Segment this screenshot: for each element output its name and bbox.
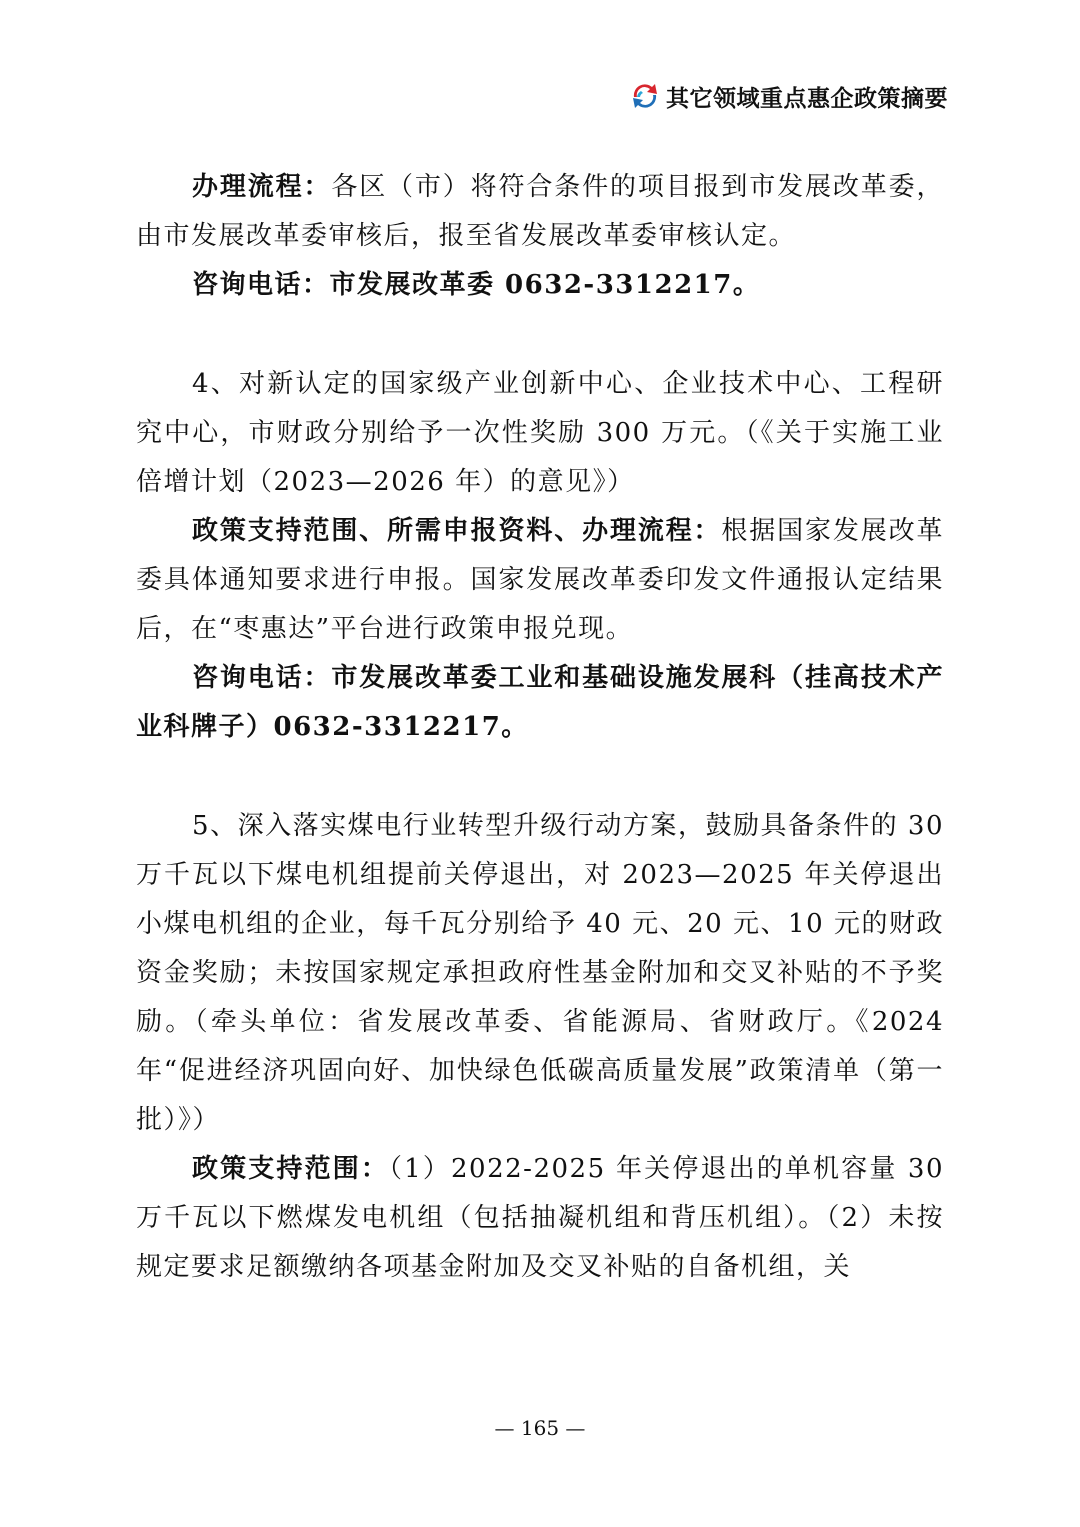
paragraph-text: 各区（市）将符合条件的项目报到市发展改革委，由市发展改革委审核后，报至省发展改革委审核认定。 (136, 172, 944, 251)
paragraph (136, 163, 944, 261)
page-number: — 165 — (494, 1416, 586, 1440)
paragraph (136, 261, 944, 310)
paragraph-lead: 咨询电话：市发展改革委 0632-3312217。 (192, 270, 761, 300)
paragraph-text: 根据国家发展改革委具体通知要求进行申报。国家发展改革委印发文件通报认定结果后，在“枣惠达”平台进行政策申报兑现。 (136, 516, 944, 644)
section-item-4 (136, 360, 944, 752)
paragraph-lead: 政策支持范围： (192, 1154, 390, 1184)
paragraph (136, 802, 944, 1145)
section-item-5 (136, 802, 944, 1292)
paragraph-text: 5、深入落实煤电行业转型升级行动方案，鼓励具备条件的 30 万千瓦以下煤电机组提前关停退出，对 2023—2025 年关停退出小煤电机组的企业，每千瓦分别给予 40 元、20 元、10 元的财政资金奖励；未按国家规定承担政府性基金附加和交叉补贴的不予奖励。（牵头单位：省发展改革委、省能源局、省财政厅。《2024 年“促进经济巩固向好、加快绿色低碳高质量发展”政策清单（第一批）》） (136, 811, 944, 1135)
document-body (136, 163, 944, 1292)
arrow-swirl-logo-icon (630, 81, 660, 111)
section-procedure (136, 163, 944, 310)
paragraph (136, 1145, 944, 1292)
paragraph-lead: 政策支持范围、所需申报资料、办理流程： (192, 516, 722, 546)
paragraph (136, 360, 944, 507)
header-title: 其它领域重点惠企政策摘要 (666, 85, 948, 112)
paragraph (136, 507, 944, 654)
paragraph-text: 4、对新认定的国家级产业创新中心、企业技术中心、工程研究中心，市财政分别给予一次性奖励 300 万元。（《关于实施工业倍增计划（2023—2026 年）的意见》） (136, 369, 944, 497)
paragraph-lead: 办理流程： (192, 172, 332, 202)
page-header (630, 78, 948, 114)
section-spacer (136, 310, 944, 360)
section-spacer (136, 752, 944, 802)
paragraph (136, 654, 944, 752)
paragraph-lead: 咨询电话：市发展改革委工业和基础设施发展科（挂高技术产业科牌子）0632-3312217。 (136, 663, 944, 742)
paragraph-text: （1）2022-2025 年关停退出的单机容量 30 万千瓦以下燃煤发电机组（包括抽凝机组和背压机组）。（2）未按规定要求足额缴纳各项基金附加及交叉补贴的自备机组，关 (136, 1154, 944, 1282)
